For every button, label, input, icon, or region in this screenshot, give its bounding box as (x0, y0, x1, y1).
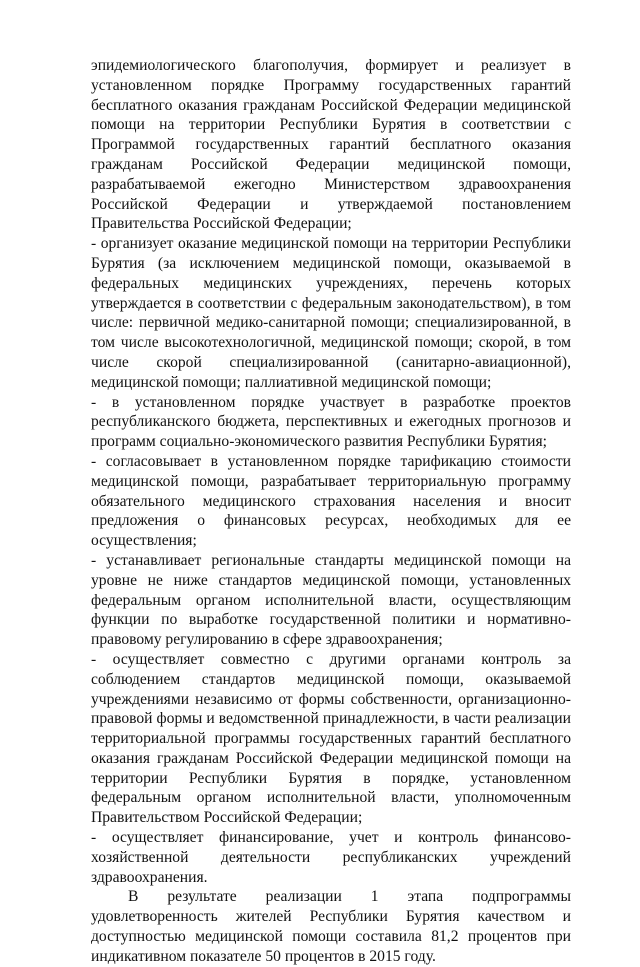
list-item-financing: - осуществляет финансирование, учет и контроль финансово-хозяйственной деятельности республиканских учреждений здравоохранения. (91, 829, 571, 886)
list-item-organizes-care: - организует оказание медицинской помощи на территории Республики Бурятия (за исключением медицинской помощи, оказываемой в федеральных медицинских учреждениях, перечень которых утверждается в соответствии с федеральным законодательством), в том числе: первичной медико-санитарной помощи; специализированной, в том числе высокотехнологичной, медицинской помощи; скорой, в том числе скорой специализированной (санитарно-авиационной), медицинской помощи; паллиативной медицинской помощи; (91, 235, 571, 391)
document-page (91, 56, 571, 967)
paragraph-results: В результате реализации 1 этапа подпрограммы удовлетворенность жителей Республики Бурятия качеством и доступностью медицинской помощи составила 81,2 процентов при индикативном показателе 50 процентов в 2015 году. (91, 888, 571, 965)
paragraph-continuation: эпидемиологического благополучия, формирует и реализует в установленном порядке Программу государственных гарантий бесплатного оказания гражданам Российской Федерации медицинской помощи на территории Республики Бурятия в соответствии с Программой государственных гарантий бесплатного оказания гражданам Российской Федерации медицинской помощи, разрабатываемой ежегодно Министерством здравоохранения Российской Федерации и утверждаемой постановлением Правительства Российской Федерации; (91, 57, 571, 233)
list-item-joint-control: - осуществляет совместно с другими органами контроль за соблюдением стандартов медицинской помощи, оказываемой учреждениями независимо от формы собственности, организационно-правовой формы и ведомственной принадлежности, в части реализации территориальной программы государственных гарантий бесплатного оказания гражданам Российской Федерации медицинской помощи на территории Республики Бурятия в порядке, установленном федеральным органом исполнительной власти, уполномоченным Правительством Российской Федерации; (91, 650, 571, 827)
list-item-budget-participation: - в установленном порядке участвует в разработке проектов республиканского бюджета, перспективных и ежегодных прогнозов и программ социально-экономического развития Республики Бурятия; (91, 393, 571, 451)
list-item-regional-standards: - устанавливает региональные стандарты медицинской помощи на уровне не ниже стандартов медицинской помощи, установленных федеральным органом исполнительной власти, осуществляющим функции по выработке государственной политики и нормативно-правовому регулированию в сфере здравоохранения; (91, 551, 571, 649)
list-item-tariffs: - согласовывает в установленном порядке тарификацию стоимости медицинской помощи, разрабатывает территориальную программу обязательного медицинского страхования населения и вносит предложения о финансовых ресурсах, необходимых для ее осуществления; (91, 452, 571, 550)
